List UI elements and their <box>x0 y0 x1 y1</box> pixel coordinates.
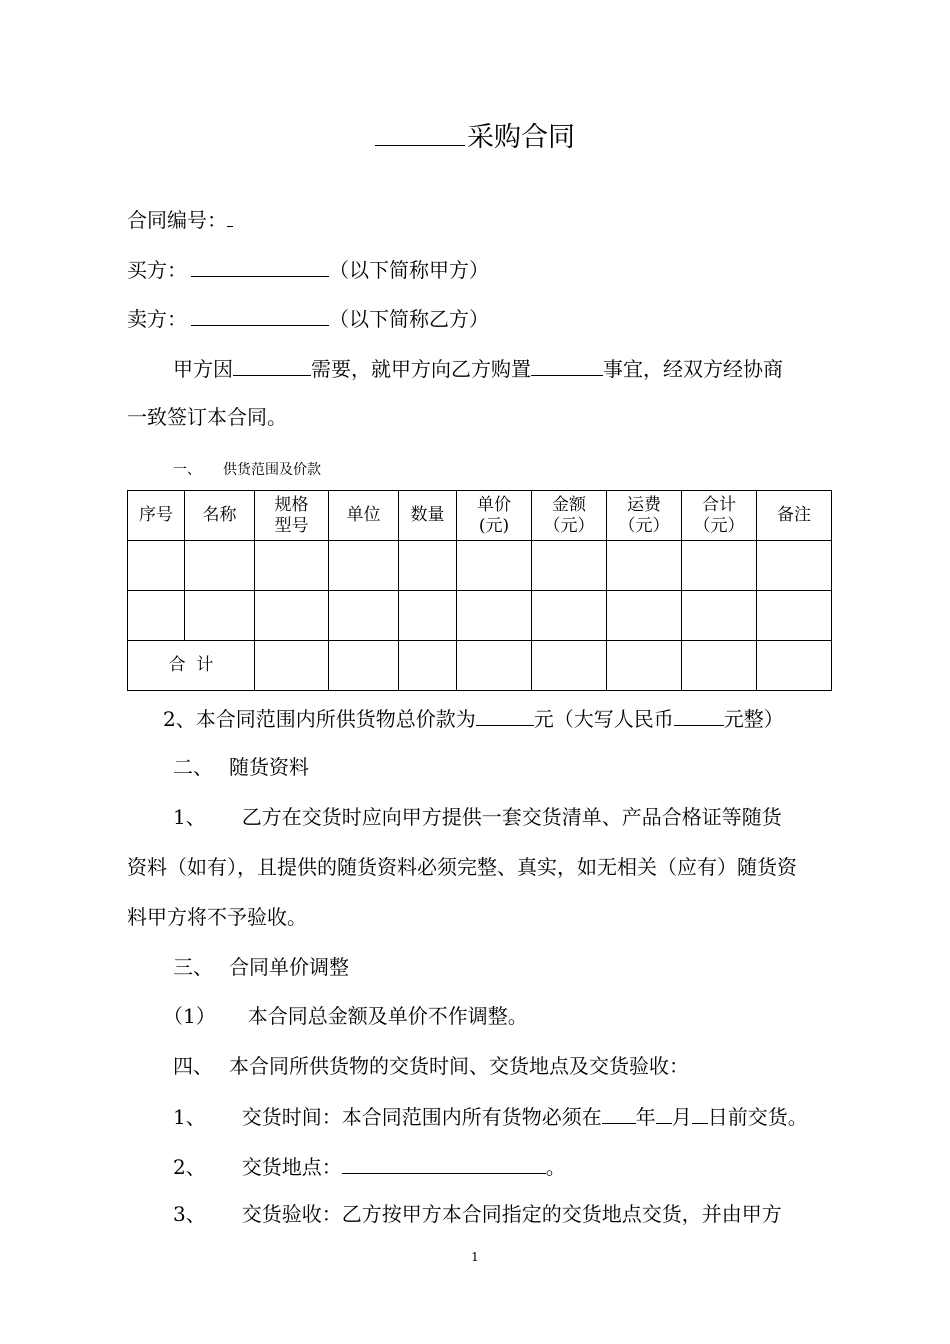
price-text-2: 元（大写人民币 <box>533 707 674 731</box>
table-cell <box>757 641 832 691</box>
seller-blank <box>191 305 329 326</box>
table-cell <box>532 591 607 641</box>
table-cell <box>457 591 532 641</box>
contract-number-label: 合同编号： <box>127 208 227 232</box>
s4-item-2-text-2: 。 <box>545 1155 566 1179</box>
price-line <box>163 705 784 731</box>
seller-line <box>127 305 489 331</box>
table-cell <box>255 541 329 591</box>
price-text-1: 2、本合同范围内所供货物总价款为 <box>163 707 476 731</box>
table-cell <box>185 541 255 591</box>
table-cell <box>128 591 185 641</box>
day-blank <box>692 1103 708 1124</box>
section-2-heading <box>173 755 309 779</box>
intro-text-1: 甲方因 <box>173 357 233 381</box>
table-cell <box>457 641 532 691</box>
intro-line-2: 一致签订本合同。 <box>127 405 287 429</box>
table-cell <box>532 641 607 691</box>
price-text-3: 元整） <box>723 707 784 731</box>
table-cell <box>399 591 457 641</box>
price-blank-2 <box>674 705 724 726</box>
buyer-label: 买方： <box>127 258 187 282</box>
table-header-row <box>128 491 832 541</box>
table-row <box>128 541 832 591</box>
intro-blank-1 <box>233 355 311 376</box>
buyer-note: （以下简称甲方） <box>329 258 489 282</box>
table-cell <box>607 641 682 691</box>
s4-item-3-text: 交货验收：乙方按甲方本合同指定的交货地点交货，并由甲方 <box>241 1202 782 1226</box>
table-total-row <box>128 641 832 691</box>
s4-item-1 <box>173 1103 808 1129</box>
section-3-number: 三、 <box>173 955 213 979</box>
contract-number-blank <box>227 206 233 227</box>
buyer-blank <box>191 256 329 277</box>
table-cell <box>329 591 399 641</box>
document-title <box>0 121 950 154</box>
s4-item-3-number: 3、 <box>173 1202 206 1226</box>
header-cell: 单价 (元) <box>457 491 532 541</box>
month-blank <box>656 1103 672 1124</box>
s2-item-1-line-3: 料甲方将不予验收。 <box>127 905 307 929</box>
s4-item-1-text-3: 月 <box>671 1105 692 1129</box>
s4-item-1-text-4: 日前交货。 <box>707 1105 808 1129</box>
s2-item-1-number: 1、 <box>173 805 206 829</box>
table-cell <box>682 641 757 691</box>
s2-item-1-line-2: 资料（如有），且提供的随货资料必须完整、真实，如无相关（应有）随货资 <box>127 855 797 879</box>
header-cell: 运费 （元） <box>607 491 682 541</box>
s4-item-2-number: 2、 <box>173 1155 206 1179</box>
table-cell <box>329 641 399 691</box>
table-cell <box>607 591 682 641</box>
header-cell: 单位 <box>329 491 399 541</box>
table-cell <box>532 541 607 591</box>
seller-note: （以下简称乙方） <box>329 307 489 331</box>
intro-text-2: 需要，就甲方向乙方购置 <box>311 357 531 381</box>
table-cell <box>457 541 532 591</box>
header-cell: 规格 型号 <box>255 491 329 541</box>
header-cell: 数量 <box>399 491 457 541</box>
header-cell: 金额 （元） <box>532 491 607 541</box>
table-cell <box>329 541 399 591</box>
section-4-heading <box>173 1054 689 1078</box>
section-2-number: 二、 <box>173 755 213 779</box>
table-cell <box>757 591 832 641</box>
section-4-number: 四、 <box>173 1054 213 1078</box>
header-cell: 合计 （元） <box>682 491 757 541</box>
table-cell <box>255 641 329 691</box>
page-number: 1 <box>471 1250 479 1264</box>
header-cell: 序号 <box>128 491 185 541</box>
goods-table <box>127 490 832 691</box>
s2-item-1-text: 乙方在交货时应向甲方提供一套交货清单、产品合格证等随货 <box>241 805 782 829</box>
s2-item-1-line-1 <box>173 805 782 829</box>
table-cell <box>399 641 457 691</box>
table-cell <box>128 541 185 591</box>
delivery-place-blank <box>342 1153 546 1174</box>
table-row <box>128 591 832 641</box>
section-3-heading <box>173 955 349 979</box>
s3-item-1-number: （1） <box>163 1004 216 1028</box>
table-cell <box>682 541 757 591</box>
section-1-title: 供货范围及价款 <box>223 462 321 478</box>
table-cell <box>682 591 757 641</box>
section-1-number: 一、 <box>173 462 201 478</box>
section-4-title: 本合同所供货物的交货时间、交货地点及交货验收： <box>229 1054 689 1078</box>
s3-item-1-text: 本合同总金额及单价不作调整。 <box>247 1004 528 1028</box>
intro-line-1 <box>173 355 783 381</box>
year-blank <box>602 1103 636 1124</box>
s4-item-1-text-2: 年 <box>635 1105 656 1129</box>
s4-item-3 <box>173 1202 782 1226</box>
table-cell <box>399 541 457 591</box>
s4-item-2 <box>173 1153 566 1179</box>
s4-item-2-text-1: 交货地点： <box>241 1155 342 1179</box>
total-label-cell: 合 计 <box>128 641 255 691</box>
s3-item-1 <box>163 1004 528 1028</box>
table-cell <box>607 541 682 591</box>
buyer-line <box>127 256 489 282</box>
title-text: 采购合同 <box>467 122 575 153</box>
title-blank <box>375 121 465 146</box>
intro-text-3: 事宜，经双方经协商 <box>603 357 783 381</box>
header-cell: 备注 <box>757 491 832 541</box>
table-cell <box>255 591 329 641</box>
section-3-title: 合同单价调整 <box>229 955 349 979</box>
price-blank-1 <box>476 705 534 726</box>
table-cell <box>185 591 255 641</box>
header-cell: 名称 <box>185 491 255 541</box>
s4-item-1-number: 1、 <box>173 1105 206 1129</box>
section-2-title: 随货资料 <box>229 755 309 779</box>
seller-label: 卖方： <box>127 307 187 331</box>
s4-item-1-text-1: 交货时间：本合同范围内所有货物必须在 <box>241 1105 602 1129</box>
section-1-heading <box>173 458 321 482</box>
intro-blank-2 <box>531 355 603 376</box>
contract-number-line <box>127 206 233 232</box>
table-cell <box>757 541 832 591</box>
